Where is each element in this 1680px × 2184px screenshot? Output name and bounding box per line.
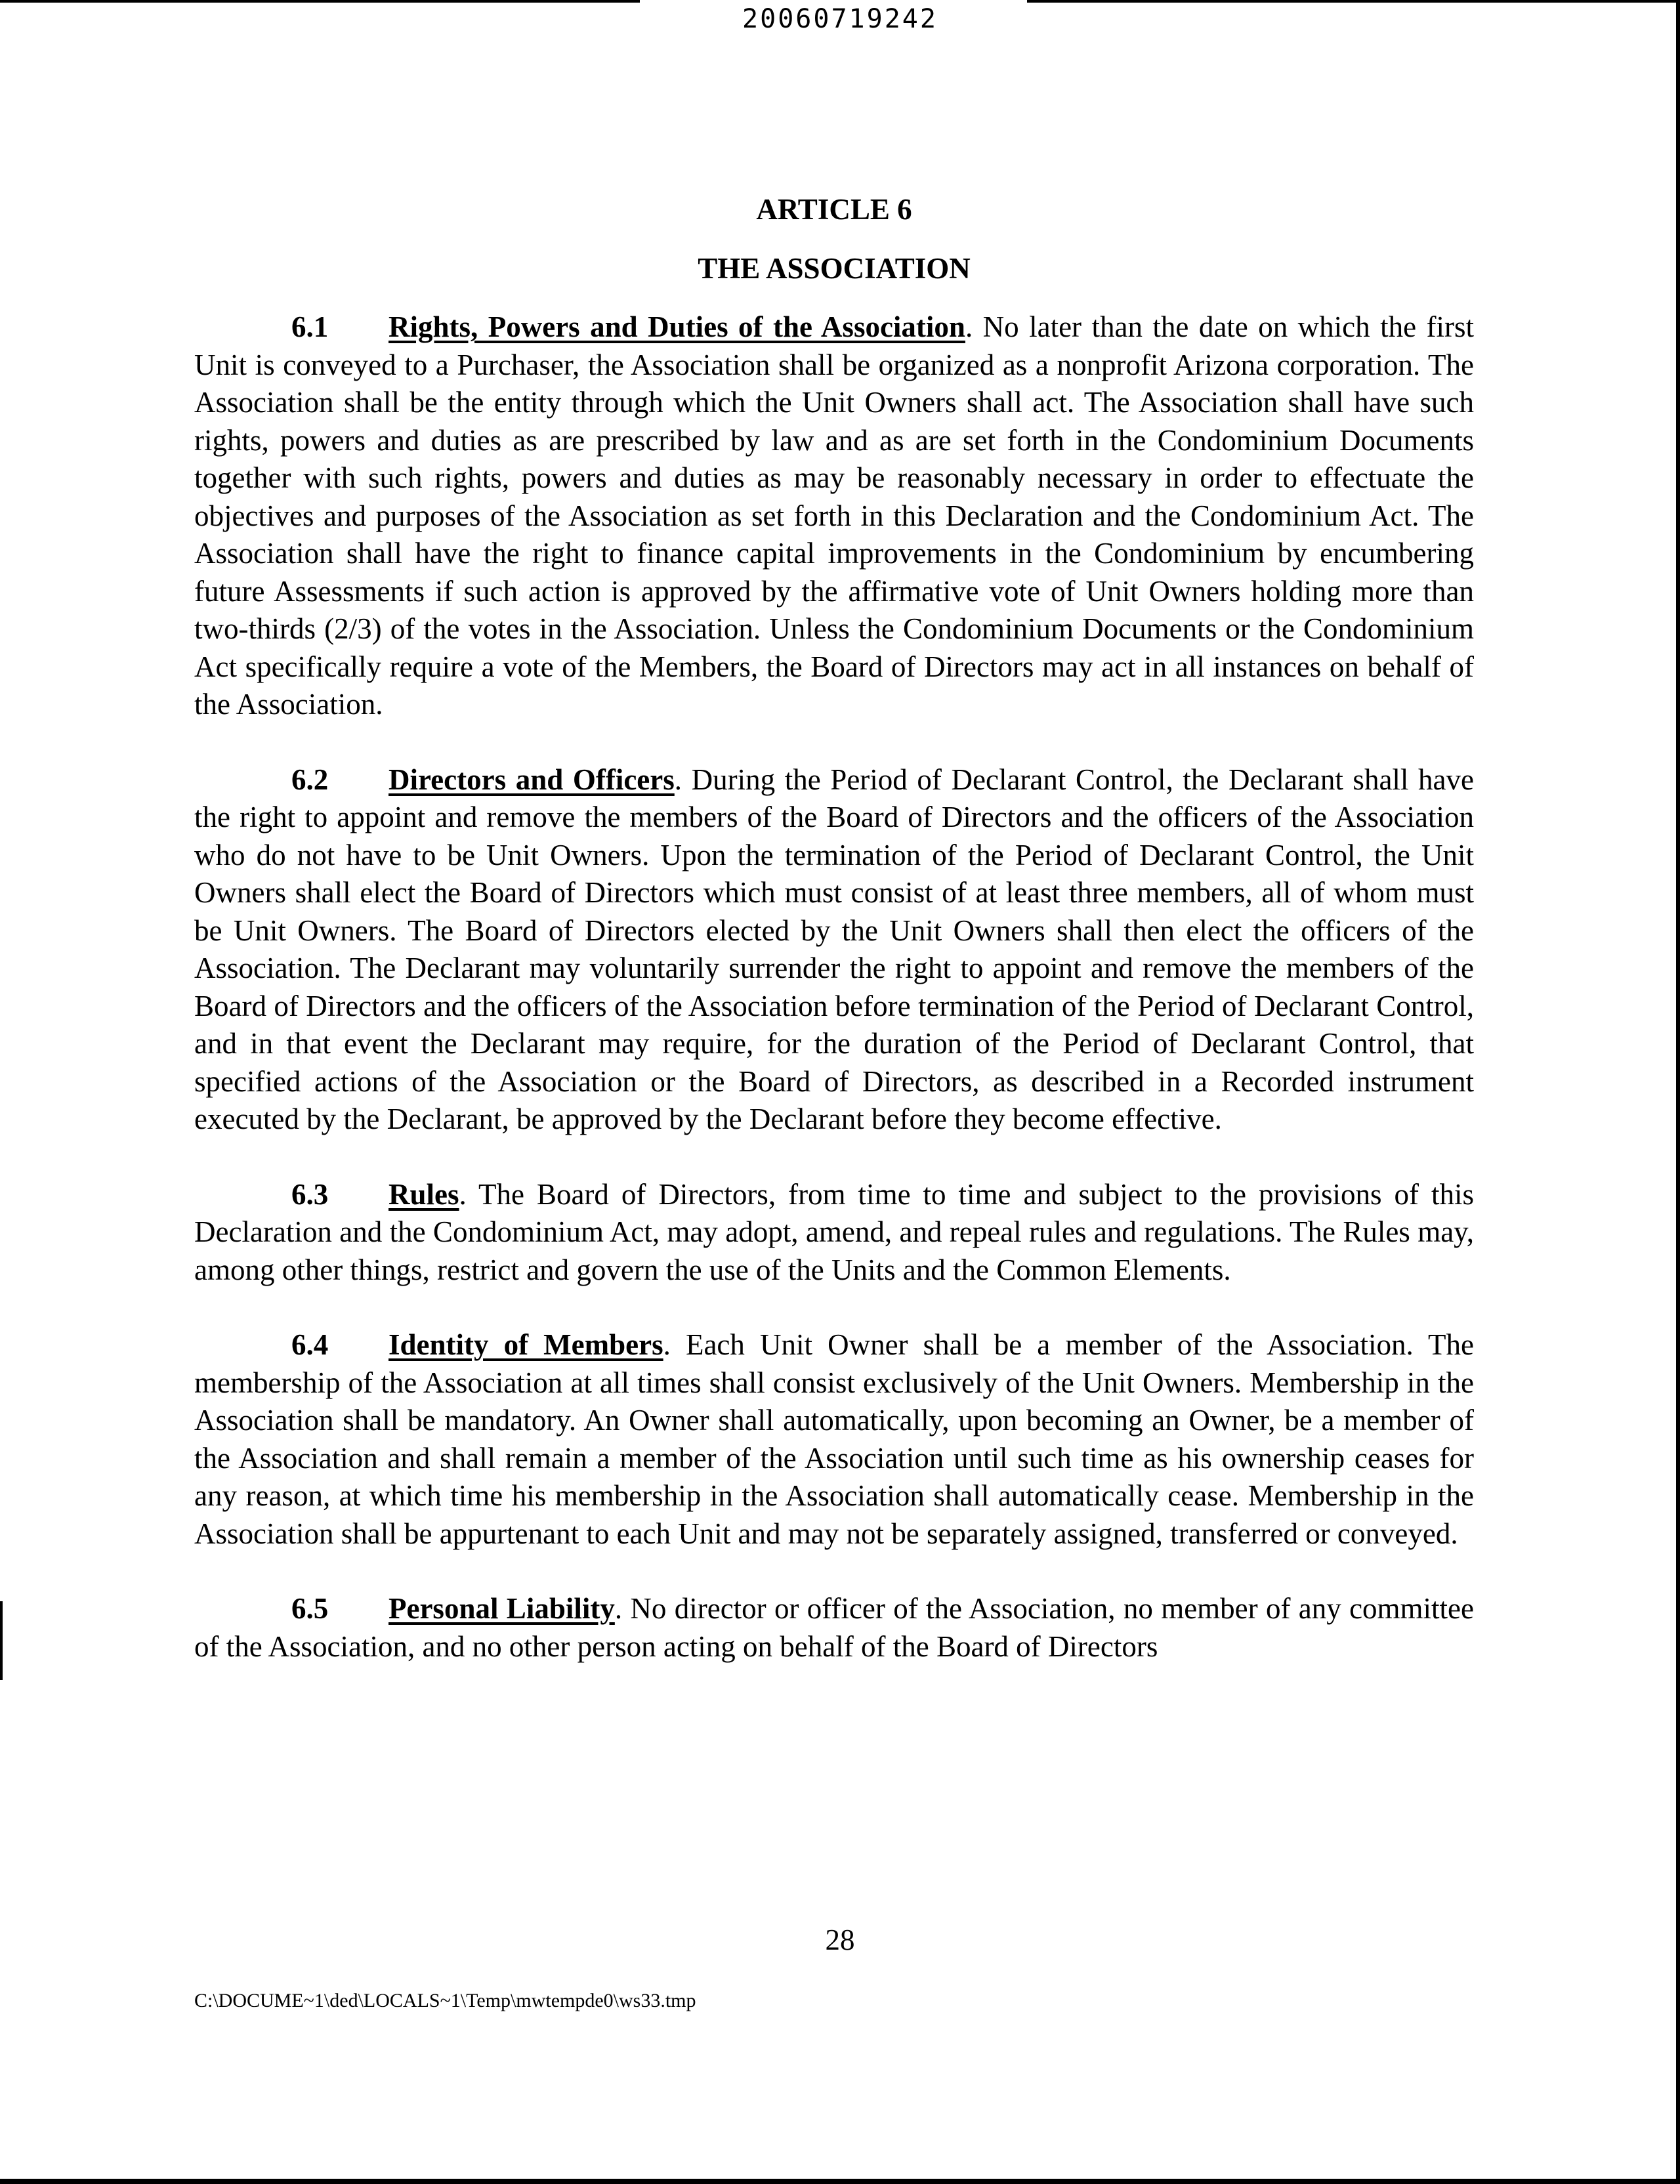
section-number: 6.5 — [291, 1592, 329, 1625]
section-title: Rules — [388, 1177, 459, 1211]
section-body: . During the Period of Declarant Control, the Declarant shall have the right to appoint and remove the members of the Board of Directors and the officers of the Association who do not have to be Unit Owners. Upon the termination of the Period of Declarant Control, the Unit Owners shall elect the Board of Directors which must consist of at least three members, all of whom must be Unit Owners. The Board of Directors elected by the Unit Owners shall then elect the officers of the Association. The Declarant may voluntarily surrender the right to appoint and remove the members of the Board of Directors and the officers of the Association before termination of the Period of Declarant Control, and in that event the Declarant may require, for the duration of the Period of Declarant Control, that specified actions of the Association or the Board of Directors, as described in a Recorded instrument executed by the Declarant, be approved by the Declarant before they become effective. — [194, 763, 1474, 1135]
document-body — [194, 190, 1474, 1703]
page-number: 28 — [825, 1923, 855, 1956]
recording-number: 20060719242 — [742, 4, 938, 34]
section-6-1 — [194, 308, 1474, 724]
scan-border-left-mark — [0, 1601, 3, 1680]
section-title: Identity of Members — [388, 1328, 663, 1361]
article-title: THE ASSOCIATION — [698, 252, 971, 285]
scan-border-right — [1676, 0, 1680, 2184]
section-number: 6.4 — [291, 1328, 329, 1361]
scan-border-bottom — [0, 2179, 1680, 2184]
scan-border-top-right — [1027, 0, 1680, 3]
section-6-4 — [194, 1326, 1474, 1553]
section-6-5 — [194, 1590, 1474, 1666]
file-path-footer: C:\DOCUME~1\ded\LOCALS~1\Temp\mwtempde0\ws33.tmp — [194, 1990, 696, 2011]
section-body: . Each Unit Owner shall be a member of the Association. The membership of the Association at all times shall consist exclusively of the Unit Owners. Membership in the Association shall be mandatory. An Owner shall automatically, upon becoming an Owner, be a member of the Association and shall remain a member of the Association until such time as his ownership ceases for any reason, at which time his membership in the Association shall automatically cease. Membership in the Association shall be appurtenant to each Unit and may not be separately assigned, transferred or conveyed. — [194, 1328, 1474, 1550]
section-6-2 — [194, 761, 1474, 1139]
section-title: Rights, Powers and Duties of the Association — [388, 310, 965, 343]
section-body: . No director or officer of the Association, no member of any committee of the Association, and no other person acting on behalf of the Board of Directors — [194, 1592, 1475, 1663]
section-body: . The Board of Directors, from time to time and subject to the provisions of this Declaration and the Condominium Act, may adopt, amend, and repeal rules and regulations. The Rules may, among other things, restrict and govern the use of the Units and the Common Elements. — [194, 1177, 1474, 1286]
section-number: 6.1 — [291, 310, 329, 343]
article-number: ARTICLE 6 — [756, 193, 912, 226]
scan-border-top-left — [0, 0, 640, 3]
section-body: . No later than the date on which the first Unit is conveyed to a Purchaser, the Association shall be organized as a nonprofit Arizona corporation. The Association shall be the entity through which the Unit Owners shall act. The Association shall have such rights, powers and duties as are prescribed by law and as are set forth in the Condominium Documents together with such rights, powers and duties as may be reasonably necessary in order to effectuate the objectives and purposes of the Association as set forth in this Declaration and the Condominium Act. The Association shall have the right to finance capital improvements in the Condominium by encumbering future Assessments if such action is approved by the affirmative vote of Unit Owners holding more than two-thirds (2/3) of the votes in the Association. Unless the Condominium Documents or the Condominium Act specifically require a vote of the Members, the Board of Directors may act in all instances on behalf of the Association. — [194, 310, 1474, 721]
section-number: 6.2 — [291, 763, 329, 796]
section-number: 6.3 — [291, 1177, 329, 1211]
section-title: Directors and Officers — [388, 763, 675, 796]
section-6-3 — [194, 1176, 1474, 1290]
section-title: Personal Liability — [388, 1592, 615, 1625]
